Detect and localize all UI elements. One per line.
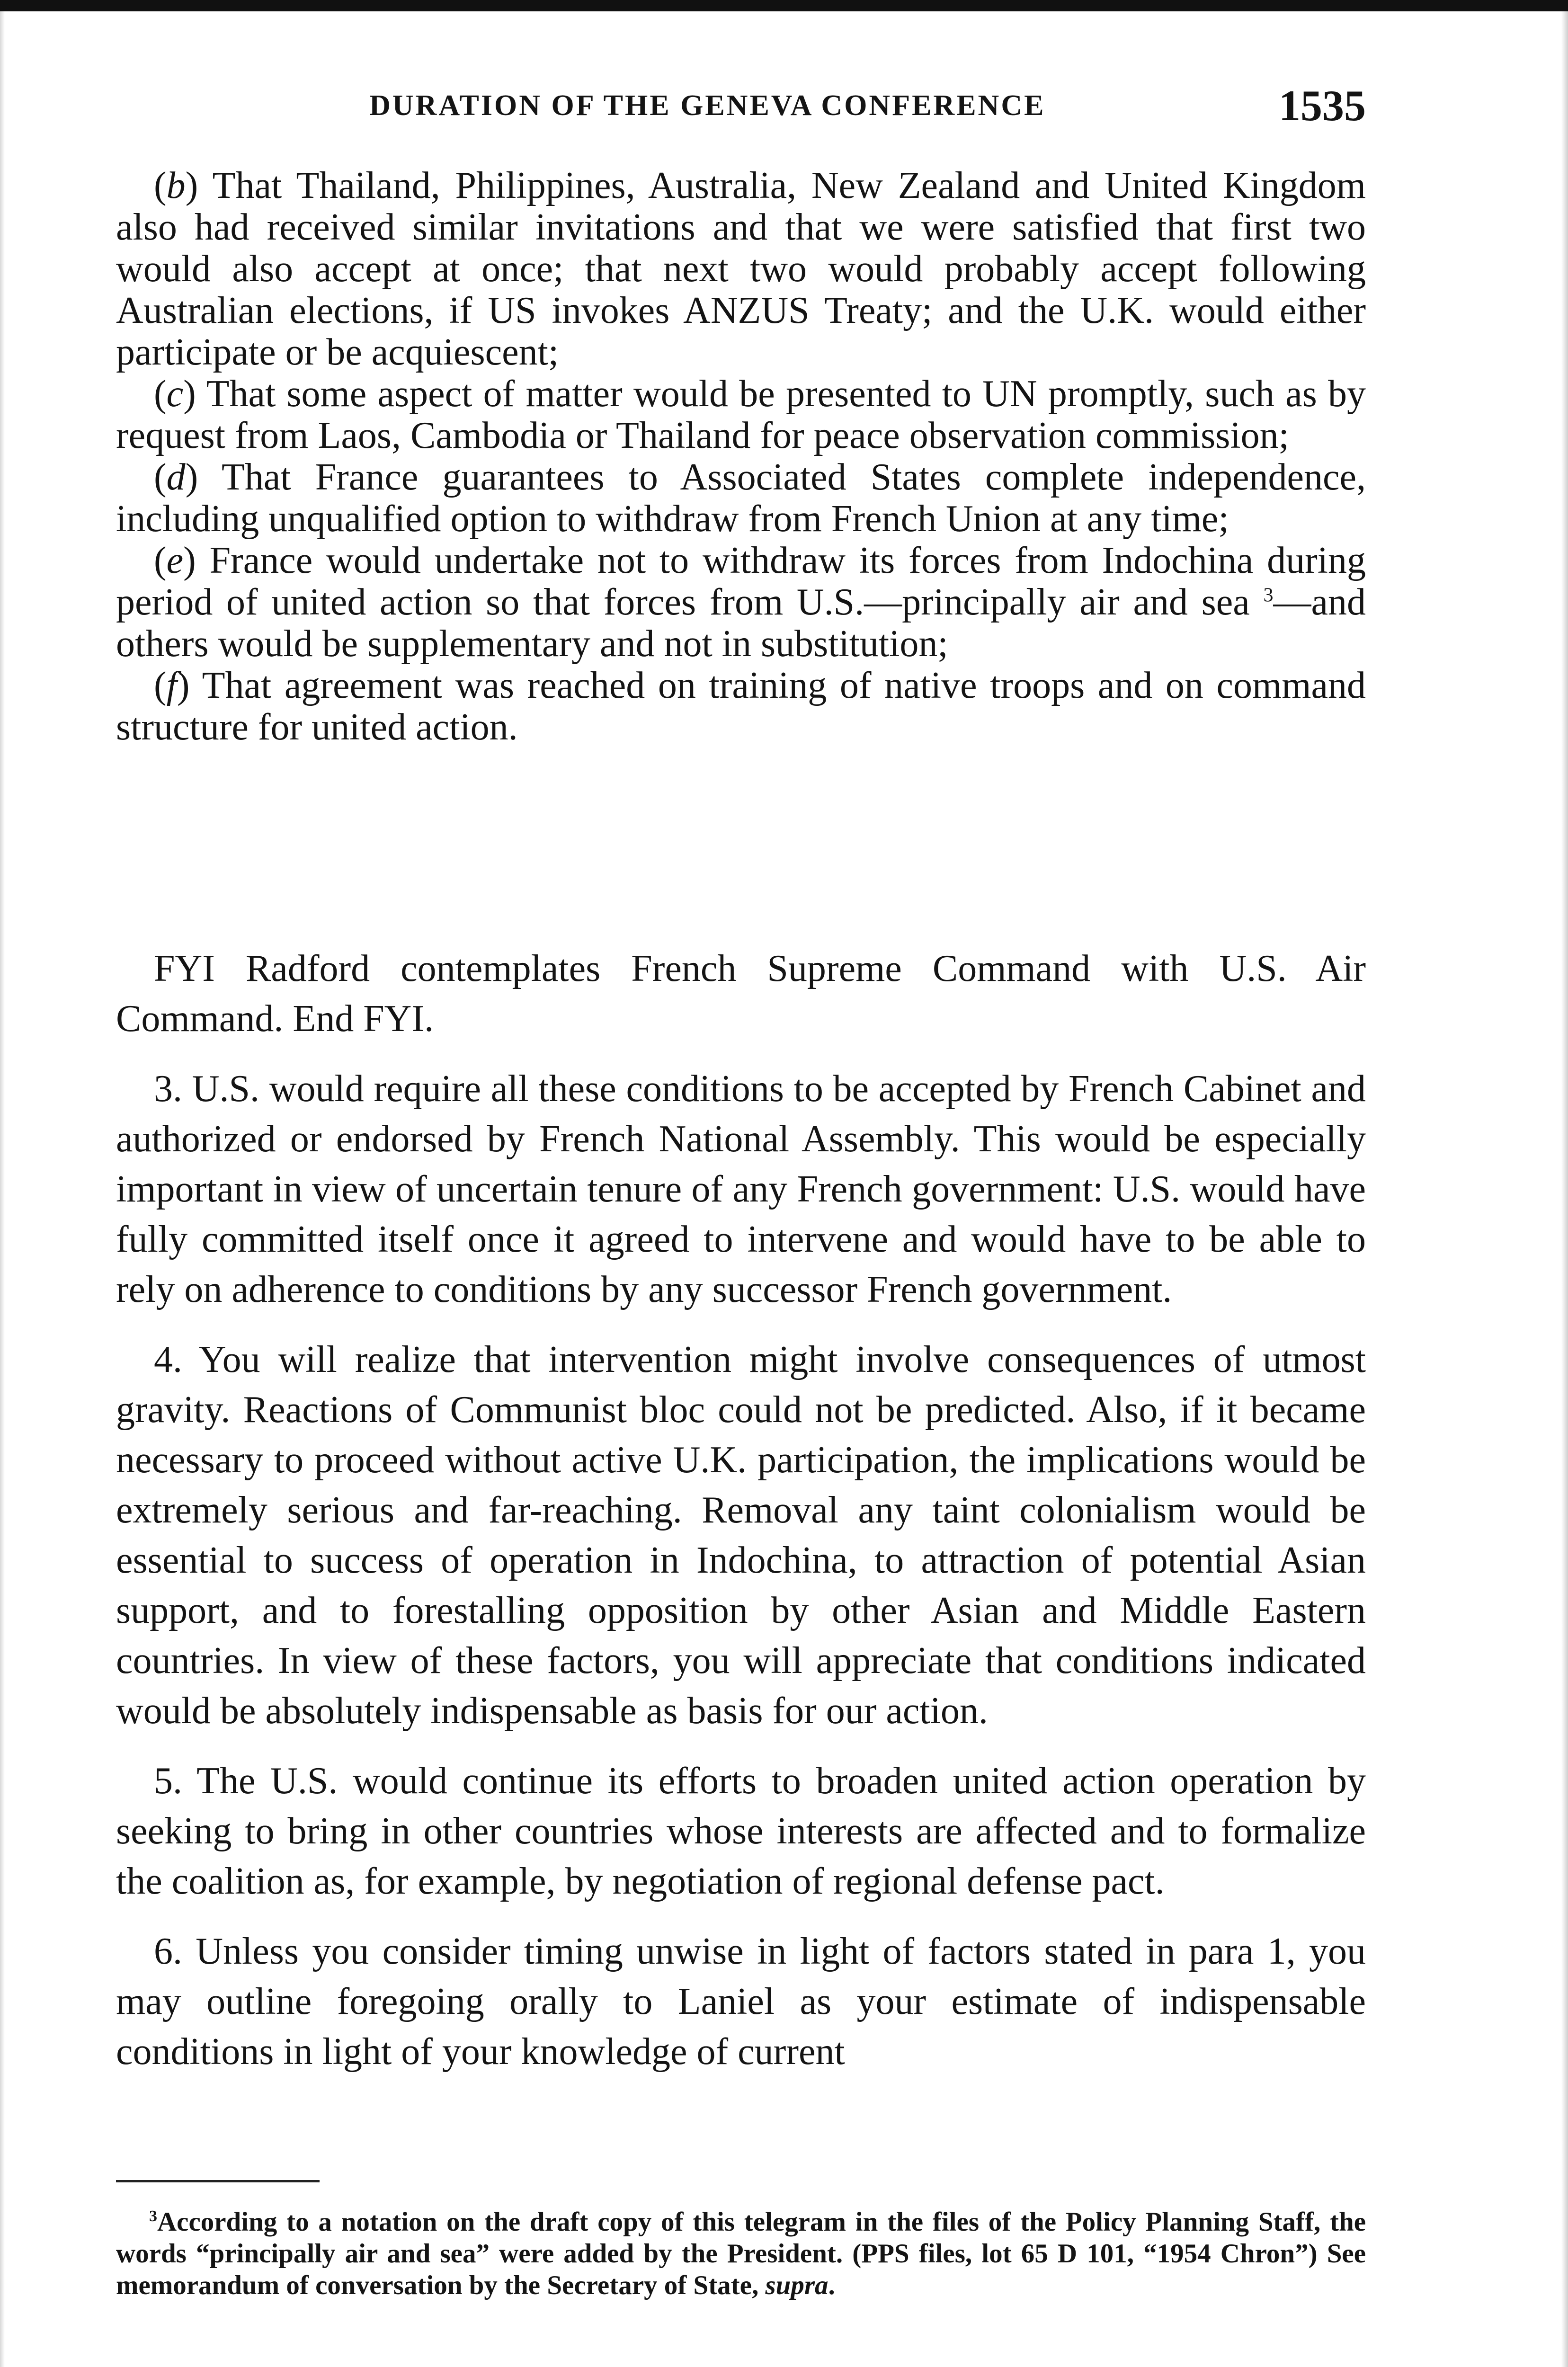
paragraph-4: 4. You will realize that intervention might involve consequences of utmost gravity. Reactions of Communist bloc could not be predicted. Also, if it became necessary to proceed without active U.K. participation, the implications would be extremely serious and far-reaching. Removal any taint colonialism would be essential to success of operation in Indochina, to attraction of potential Asian support, and to forestalling opposition by other Asian and Middle Eastern countries. In view of these factors, you will appreciate that conditions indicated would be absolutely indispensable as basis for our action. (116, 1339, 1366, 1732)
footnote-italic: supra (765, 2270, 829, 2300)
condition-text: France would undertake not to withdraw its forces from Indochina during period of united action so that forces from U.S.—principally air and sea (116, 540, 1366, 623)
condition-text: That agreement was reached on training of native troops and on command structure for united action. (116, 665, 1366, 748)
scan-edge-left (0, 11, 5, 2367)
footnote-divider (116, 2180, 320, 2182)
paragraph-fyi: FYI Radford contemplates French Supreme Command with U.S. Air Command. End FYI. (116, 948, 1366, 1040)
running-title: DURATION OF THE GENEVA CONFERENCE (369, 89, 1046, 122)
condition-text: That some aspect of matter would be presented to UN promptly, such as by request from Laos, Cambodia or Thailand for peace observation commission; (116, 373, 1366, 456)
condition-text: That Thailand, Philippines, Australia, New Zealand and United Kingdom also had received similar invitations and that we were satisfied that first two would also accept at once; that next two would probably accept following Australian elections, if US invokes ANZUS Treaty; and the U.K. would either participate or be acquiescent; (116, 165, 1366, 373)
condition-c: (c) That some aspect of matter would be presented to UN promptly, such as by request from Laos, Cambodia or Thailand for peace observation commission; (116, 373, 1366, 456)
condition-letter: d (166, 456, 186, 498)
paragraph-3: 3. U.S. would require all these conditions to be accepted by French Cabinet and authorized or endorsed by French National Assembly. This would be especially important in view of uncertain tenure of any French government: U.S. would have fully committed itself once it agreed to intervene and would have to be able to rely on adherence to conditions by any successor French government. (116, 1068, 1366, 1310)
page-number: 1535 (1279, 81, 1366, 130)
condition-letter: b (166, 165, 186, 206)
condition-letter: e (166, 540, 184, 581)
footnote-reference: 3 (1263, 584, 1274, 606)
condition-f: (f) That agreement was reached on training of native troops and on command structure for united action. (116, 665, 1366, 748)
page-header (116, 80, 1366, 133)
footnote-number: 3 (149, 2207, 157, 2225)
condition-b: (b) That Thailand, Philippines, Australia, New Zealand and United Kingdom also had received similar invitations and that we were satisfied that first two would also accept at once; that next two would probably accept following Australian elections, if US invokes ANZUS Treaty; and the U.K. would either participate or be acquiescent; (116, 165, 1366, 373)
scan-edge-top (0, 0, 1568, 11)
paragraph-6: 6. Unless you consider timing unwise in light of factors stated in para 1, you may outline foregoing orally to Laniel as your estimate of indispensable conditions in light of your knowledge of current (116, 1931, 1366, 2073)
footnote-text: According to a notation on the draft copy of this telegram in the files of the Policy Planning Staff, the words “principally air and sea” were added by the President. (PPS files, lot 65 D 101, “1954 Chron”) See memorandum of conversation by the Secretary of State, (116, 2207, 1366, 2300)
body-text (116, 943, 1366, 2077)
condition-e: (e) France would undertake not to withdraw its forces from Indochina during period of united action so that forces from U.S.—principally air and sea $^3$—and others would be supplementary and not in substitution; (116, 540, 1366, 665)
condition-letter: c (166, 373, 184, 415)
footnote (116, 2206, 1366, 2301)
conditions-list (116, 165, 1366, 748)
condition-d: (d) That France guarantees to Associated States complete independence, including unqualified option to withdraw from French Union at any time; (116, 456, 1366, 540)
paragraph-5: 5. The U.S. would continue its efforts to broaden united action operation by seeking to bring in other countries whose interests are affected and to formalize the coalition as, for example, by negotiation of regional defense pact. (116, 1760, 1366, 1902)
condition-letter: f (166, 665, 177, 706)
footnote-end: . (828, 2270, 835, 2300)
condition-text: —and others would be supplementary and not in substitution; (116, 581, 1366, 665)
condition-text: That France guarantees to Associated States complete independence, including unqualified option to withdraw from French Union at any time; (116, 456, 1366, 540)
scan-edge-right (1561, 11, 1568, 2367)
